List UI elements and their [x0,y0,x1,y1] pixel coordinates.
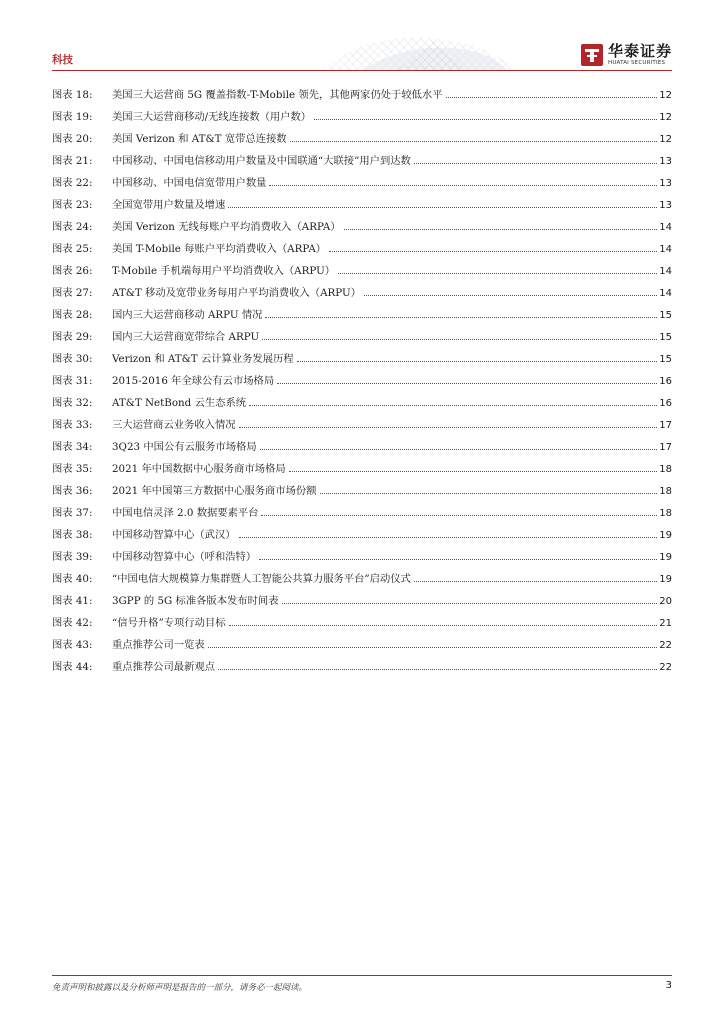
toc-entry[interactable] [52,240,672,262]
toc-entry-title: 中国电信灵泽 2.0 数据要素平台 [112,507,259,519]
toc-entry[interactable] [52,614,672,636]
toc-entry-label: 图表 43: [52,639,93,651]
toc-entry[interactable] [52,548,672,570]
toc-leader-dots [229,624,658,626]
toc-leader-dots [260,448,658,450]
toc-leader-dots [338,272,657,274]
toc-entry-title: 美国 T-Mobile 每账户平均消费收入（ARPA） [112,243,327,255]
toc-entry-label: 图表 30: [52,353,93,365]
toc-entry[interactable] [52,86,672,108]
toc-entry-label: 图表 39: [52,551,93,563]
toc-entry-label: 图表 26: [52,265,93,277]
toc-entry-page: 19 [659,574,672,585]
footer-divider [52,975,672,976]
toc-entry-title: 重点推荐公司一览表 [112,639,205,651]
toc-entry-title: 3GPP 的 5G 标准各版本发布时间表 [112,595,279,607]
toc-entry-label: 图表 33: [52,419,93,431]
toc-entry-page: 19 [659,552,672,563]
toc-entry-label: 图表 42: [52,617,93,629]
toc-entry-label: 图表 29: [52,331,93,343]
toc-leader-dots [290,140,658,142]
table-of-figures [52,86,672,680]
toc-leader-dots [320,492,658,494]
toc-entry-label: 图表 27: [52,287,93,299]
toc-leader-dots [249,404,657,406]
toc-entry-page: 14 [659,244,672,255]
toc-entry[interactable] [52,196,672,218]
brand-logo [581,40,672,70]
toc-entry[interactable] [52,636,672,658]
toc-entry-page: 13 [659,200,672,211]
toc-entry-page: 16 [659,398,672,409]
toc-entry-page: 14 [659,266,672,277]
toc-entry[interactable] [52,570,672,592]
toc-leader-dots [289,470,658,472]
toc-leader-dots [261,514,657,516]
toc-leader-dots [265,316,657,318]
toc-leader-dots [446,96,658,98]
toc-entry-label: 图表 23: [52,199,93,211]
brand-name-en: HUATAI SECURITIES [607,59,666,66]
toc-entry[interactable] [52,372,672,394]
toc-entry[interactable] [52,482,672,504]
toc-entry-title: 重点推荐公司最新观点 [112,661,215,673]
toc-entry-page: 17 [659,420,672,431]
toc-entry-label: 图表 38: [52,529,93,541]
toc-entry[interactable] [52,350,672,372]
toc-entry-title: 2021 年中国数据中心服务商市场格局 [112,463,286,475]
toc-entry-label: 图表 21: [52,155,93,167]
toc-entry-label: 图表 36: [52,485,93,497]
toc-entry[interactable] [52,284,672,306]
toc-entry-label: 图表 37: [52,507,93,519]
toc-entry-label: 图表 32: [52,397,93,409]
toc-leader-dots [208,646,658,648]
page-number: 3 [665,980,672,991]
toc-entry-page: 12 [659,112,672,123]
toc-entry-title: 中国移动智算中心（武汉） [112,529,236,541]
toc-leader-dots [414,162,657,164]
toc-leader-dots [364,294,657,296]
toc-entry[interactable] [52,174,672,196]
disclaimer-text: 免责声明和披露以及分析师声明是报告的一部分，请务必一起阅读。 [52,983,308,993]
toc-entry-label: 图表 34: [52,441,93,453]
toc-entry[interactable] [52,152,672,174]
toc-entry-page: 12 [659,134,672,145]
toc-entry-title: 美国 Verizon 和 AT&T 宽带总连接数 [112,133,287,145]
toc-entry-page: 14 [659,288,672,299]
toc-leader-dots [277,382,657,384]
toc-entry-page: 19 [659,530,672,541]
toc-entry-page: 15 [659,354,672,365]
toc-entry-label: 图表 44: [52,661,93,673]
toc-entry-label: 图表 40: [52,573,93,585]
toc-entry-page: 18 [659,508,672,519]
toc-entry[interactable] [52,592,672,614]
toc-entry[interactable] [52,262,672,284]
header-divider [52,70,672,71]
toc-entry[interactable] [52,658,672,680]
toc-entry-title: “信号升格”专项行动目标 [112,617,226,629]
huatai-logo-icon [581,44,603,66]
toc-leader-dots [269,184,657,186]
toc-entry-title: 中国移动、中国电信宽带用户数量 [112,177,267,189]
toc-entry-page: 14 [659,222,672,233]
toc-entry-title: Verizon 和 AT&T 云计算业务发展历程 [112,353,294,365]
toc-entry[interactable] [52,306,672,328]
toc-leader-dots [329,250,657,252]
toc-entry-title: 美国三大运营商移动/无线连接数（用户数） [112,111,312,123]
toc-entry-label: 图表 41: [52,595,93,607]
toc-entry[interactable] [52,526,672,548]
toc-entry-title: 美国三大运营商 5G 覆盖指数-T-Mobile 领先，其他两家仍处于较低水平 [112,89,443,101]
toc-entry-page: 21 [659,618,672,629]
toc-entry-page: 12 [659,90,672,101]
toc-entry[interactable] [52,416,672,438]
toc-entry[interactable] [52,394,672,416]
toc-entry-page: 22 [659,640,672,651]
toc-leader-dots [314,118,657,120]
toc-entry-title: 三大运营商云业务收入情况 [112,419,236,431]
toc-entry[interactable] [52,504,672,526]
toc-entry[interactable] [52,218,672,240]
toc-entry-title: T-Mobile 手机端每用户平均消费收入（ARPU） [112,265,336,277]
toc-entry-label: 图表 25: [52,243,93,255]
toc-entry-title: “中国电信大规模算力集群暨人工智能公共算力服务平台”启动仪式 [112,573,411,585]
toc-entry-label: 图表 31: [52,375,93,387]
toc-leader-dots [259,558,657,560]
toc-entry-label: 图表 35: [52,463,93,475]
toc-entry[interactable] [52,328,672,350]
toc-leader-dots [218,668,657,670]
toc-entry-title: 国内三大运营商宽带综合 ARPU [112,331,260,343]
toc-entry-label: 图表 20: [52,133,93,145]
section-label: 科技 [52,54,73,66]
page-header [52,40,672,70]
toc-leader-dots [344,228,658,230]
toc-entry-page: 15 [659,332,672,343]
toc-entry-title: 3Q23 中国公有云服务市场格局 [112,441,257,453]
toc-entry-page: 13 [659,178,672,189]
toc-entry-title: 2021 年中国第三方数据中心服务商市场份额 [112,485,317,497]
toc-entry-page: 17 [659,442,672,453]
toc-entry-title: 中国移动、中国电信移动用户数量及中国联通“大联接”用户到达数 [112,155,411,167]
toc-entry-label: 图表 19: [52,111,93,123]
toc-entry-label: 图表 24: [52,221,93,233]
header-decoration [302,30,532,70]
toc-entry-label: 图表 22: [52,177,93,189]
toc-entry-page: 22 [659,662,672,673]
toc-entry-page: 18 [659,486,672,497]
toc-entry-label: 图表 28: [52,309,93,321]
toc-entry-label: 图表 18: [52,89,93,101]
toc-entry[interactable] [52,438,672,460]
toc-leader-dots [228,206,657,208]
toc-leader-dots [282,602,658,604]
brand-name-cn: 华泰证券 [607,41,672,60]
toc-entry-title: AT&T NetBond 云生态系统 [112,397,247,409]
toc-entry-page: 16 [659,376,672,387]
toc-entry-page: 13 [659,156,672,167]
toc-entry[interactable] [52,108,672,130]
toc-leader-dots [262,338,657,340]
toc-entry[interactable] [52,130,672,152]
toc-entry[interactable] [52,460,672,482]
toc-entry-title: 中国移动智算中心（呼和浩特） [112,551,257,563]
toc-entry-title: 美国 Verizon 无线每账户平均消费收入（ARPA） [112,221,341,233]
toc-entry-title: 国内三大运营商移动 ARPU 情况 [112,309,263,321]
toc-entry-page: 20 [659,596,672,607]
toc-leader-dots [414,580,657,582]
toc-entry-page: 15 [659,310,672,321]
toc-leader-dots [239,426,658,428]
toc-entry-page: 18 [659,464,672,475]
toc-leader-dots [297,360,658,362]
toc-entry-title: AT&T 移动及宽带业务每用户平均消费收入（ARPU） [112,287,362,299]
toc-entry-title: 全国宽带用户数量及增速 [112,199,226,211]
toc-entry-title: 2015-2016 年全球公有云市场格局 [112,375,275,387]
toc-leader-dots [239,536,658,538]
